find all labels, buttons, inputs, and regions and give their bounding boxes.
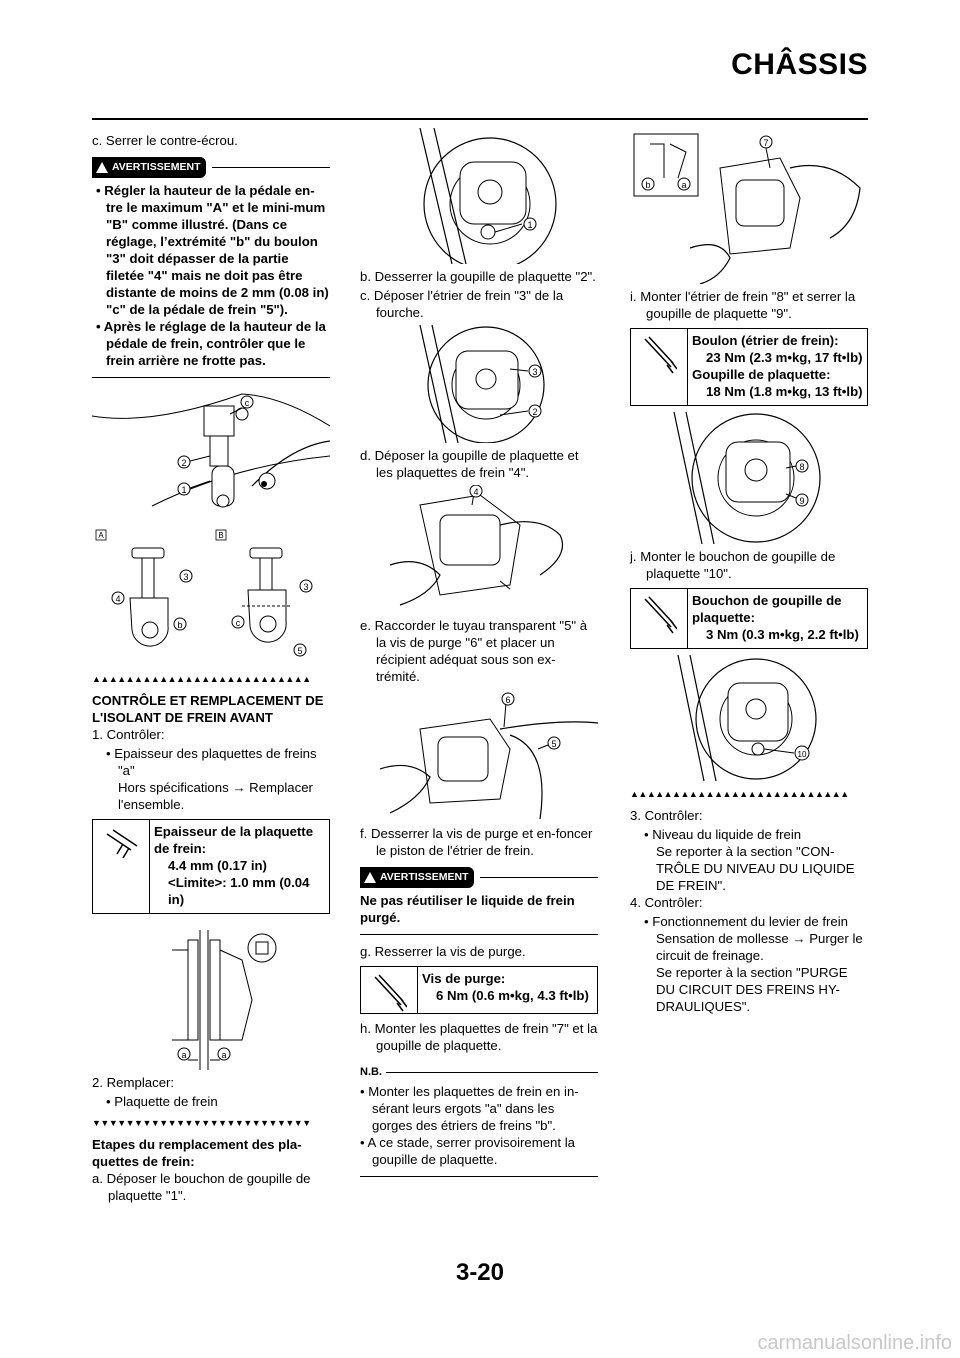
section-title: CONTRÔLE ET REMPLACEMENT DE L'ISOLANT DE FREIN AVANT — [92, 693, 324, 725]
callout-label: 3 — [303, 582, 309, 592]
step-e: e. Raccorder le tuyau transparent "5" à la vis de purge "6" et placer un récipient adéquat sous son ex-trémité. — [360, 618, 588, 684]
nb-header: N.B. — [360, 1064, 598, 1081]
warning-badge: AVERTISSEMENT — [92, 157, 206, 178]
spec-value: 18 Nm (1.8 m•kg, 13 ft•lb) — [706, 384, 863, 399]
step-1: 1. Contrôler: — [92, 727, 165, 742]
step-2: 2. Remplacer: — [92, 1075, 175, 1090]
watermark: carmanualsonline.info — [757, 1332, 952, 1354]
pin-plug-install-figure — [630, 655, 868, 781]
warning-item: • Régler la hauteur de la pédale en-tre le maximum "A" et le mini-mum "B" comme illustré. (Dans ce réglage, l’extrémité "b" du boulon "3" doit dépasser de la partie filetée "4" mais ne doit pas être distante de moins de 2 mm (0.08 in) "c" de la pédale de frein "5"). — [96, 183, 329, 317]
spec-value: 6 Nm (0.6 m•kg, 4.3 ft•lb) — [436, 988, 589, 1003]
callout-label: b — [645, 180, 651, 190]
spec-box-pin-plug — [630, 588, 868, 649]
step-c: c. Déposer l'étrier de frein "3" de la fourche. — [360, 288, 564, 320]
torque-wrench-icon — [641, 335, 677, 375]
column-middle — [360, 132, 598, 1185]
step-a: a. Déposer le bouchon de goupille de plaquette "1". — [92, 1171, 311, 1203]
step-3-bullet: • Niveau du liquide de frein — [644, 827, 802, 842]
callout-label: 5 — [551, 739, 557, 749]
page-header-title: CHÂSSIS — [731, 48, 868, 81]
callout-label: 2 — [181, 458, 187, 468]
caliper-gauge-icon — [103, 826, 139, 862]
column-left — [92, 132, 330, 1206]
callout-label: a — [181, 1050, 187, 1060]
step-j: j. Monter le bouchon de goupille de plaquette "10". — [630, 549, 836, 581]
procedure-substeps-marker: ▼▼▼▼▼▼▼▼▼▼▼▼▼▼▼▼▼▼▼▼▼▼▼▼▼▼ — [92, 1118, 311, 1128]
torque-wrench-icon — [371, 973, 407, 1013]
warning-badge: AVERTISSEMENT — [360, 867, 474, 888]
step-c: c. Serrer le contre-écrou. — [92, 133, 238, 148]
step-4-bullet: • Fonctionnement du levier de frein — [644, 914, 849, 929]
warning-item: • Après le réglage de la hauteur de la pédale de frein, contrôler que le frein arrière ne frotte pas. — [96, 319, 326, 368]
spec-value: 23 Nm (2.3 m•kg, 17 ft•lb) — [706, 350, 863, 365]
callout-label: 7 — [763, 138, 769, 148]
spec-title: Bouchon de goupille de plaquette: — [692, 593, 842, 625]
pad-removal-figure — [360, 485, 598, 613]
column-right — [630, 132, 868, 1015]
callout-label: 3 — [183, 572, 189, 582]
caliper-removal-figure — [360, 325, 598, 443]
warning-body: Ne pas réutiliser le liquide de frein purgé. — [360, 893, 575, 925]
callout-label: 1 — [181, 485, 187, 495]
warning-header — [360, 867, 598, 888]
caliper-install-figure — [630, 412, 868, 544]
step-1-bullet: • Epaisseur des plaquettes de freins "a" — [106, 746, 317, 778]
callout-label: a — [221, 1050, 227, 1060]
spec-value: 4.4 mm (0.17 in) — [168, 858, 267, 873]
spec-title: Epaisseur de la plaquette de frein: — [154, 824, 314, 856]
nb-item: • Monter les plaquettes de frein en in-sérant leurs ergots "a" dans les gorges des étriers de freins "b". — [360, 1084, 579, 1133]
step-h: h. Monter les plaquettes de frein "7" et la goupille de plaquette. — [360, 1021, 598, 1053]
procedure-start-marker: ▲▲▲▲▲▲▲▲▲▲▲▲▲▲▲▲▲▲▲▲▲▲▲▲▲▲ — [92, 674, 311, 684]
header-rule — [92, 118, 868, 120]
spec-box-caliper-bolt — [630, 328, 868, 406]
callout-label: c — [235, 618, 241, 628]
step-d: d. Déposer la goupille de plaquette et les plaquettes de frein "4". — [360, 448, 579, 480]
spec-box-pad-thickness — [92, 819, 330, 914]
callout-label: 10 — [797, 750, 807, 759]
warning-icon — [96, 162, 108, 173]
step-3: 3. Contrôler: — [630, 808, 703, 823]
warning-icon — [364, 872, 376, 883]
page-number: 3-20 — [455, 1259, 505, 1286]
torque-wrench-icon — [641, 595, 677, 635]
view-label-b: B — [218, 531, 224, 540]
bleed-screw-figure — [360, 689, 598, 821]
spec-limit: <Limite>: 1.0 mm (0.04 in) — [168, 875, 310, 907]
step-3-text: Se reporter à la section "CON-TRÔLE DU NIVEAU DU LIQUIDE DE FREIN". — [656, 844, 855, 893]
pad-pin-plug-figure — [360, 128, 598, 264]
brake-pedal-figure — [92, 386, 330, 522]
warning-header — [92, 157, 330, 178]
nb-item: • A ce stade, serrer provisoirement la goupille de plaquette. — [360, 1135, 575, 1167]
step-f: f. Desserrer la vis de purge et en-foncer le piston de l'étrier de frein. — [360, 826, 593, 858]
spec-title: Vis de purge: — [422, 971, 506, 986]
callout-label: 3 — [532, 367, 538, 377]
pedal-height-detail-figure — [92, 526, 330, 666]
step-4-text: Se reporter à la section "PURGE DU CIRCUIT DES FREINS HY-DRAULIQUES". — [656, 965, 848, 1014]
callout-label: 4 — [473, 487, 479, 497]
procedure-end-marker: ▲▲▲▲▲▲▲▲▲▲▲▲▲▲▲▲▲▲▲▲▲▲▲▲▲▲ — [630, 789, 849, 799]
spec-box-bleed-screw — [360, 966, 598, 1014]
procedure-title: Etapes du remplacement des pla-quettes de frein: — [92, 1137, 302, 1169]
callout-label: 9 — [799, 496, 805, 506]
callout-label: 2 — [532, 407, 538, 417]
callout-label: c — [244, 398, 250, 408]
step-4: 4. Contrôler: — [630, 895, 703, 910]
spec-title: Goupille de plaquette: — [692, 367, 831, 382]
spec-value: 3 Nm (0.3 m•kg, 2.2 ft•lb) — [706, 627, 859, 642]
callout-label: 8 — [799, 462, 805, 472]
warning-body — [92, 182, 330, 369]
step-4-text: Sensation de mollesse → Purger le circuit de freinage. — [656, 931, 863, 963]
view-label-a: A — [98, 531, 104, 540]
callout-label: 1 — [527, 220, 533, 230]
step-i: i. Monter l'étrier de frein "8" et serrer la goupille de plaquette "9". — [630, 289, 856, 321]
callout-label: 4 — [115, 594, 121, 604]
spec-title: Boulon (étrier de frein): — [692, 333, 839, 348]
step-1-text: Hors spécifications → Remplacer l'ensemble. — [118, 780, 313, 812]
pad-install-figure — [630, 128, 868, 284]
callout-label: a — [681, 180, 687, 190]
step-g: g. Resserrer la vis de purge. — [360, 944, 526, 959]
brake-pad-thickness-figure — [92, 920, 330, 1070]
callout-label: 6 — [505, 695, 511, 705]
step-2-bullet: • Plaquette de frein — [106, 1094, 218, 1109]
callout-label: 5 — [297, 646, 303, 656]
callout-label: b — [177, 620, 183, 630]
step-b: b. Desserrer la goupille de plaquette "2". — [360, 269, 596, 284]
